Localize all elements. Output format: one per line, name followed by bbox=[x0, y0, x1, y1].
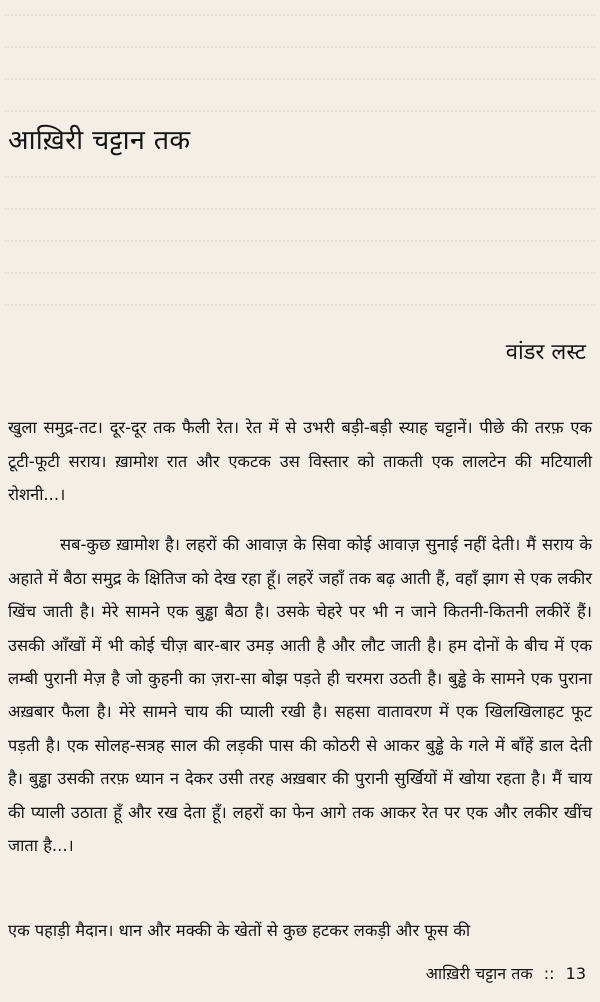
page-footer bbox=[426, 962, 586, 984]
paragraph-2: सब-कुछ ख़ामोश है। लहरों की आवाज़ के सिवा कोई आवाज़ सुनाई नहीं देती। मैं सराय के अहाते में बैठा समुद्र के क्षितिज को देख रहा हूँ। लहरें जहाँ तक बढ़ आती हैं, वहाँ झाग से एक लकीर खिंच जाती है। मेरे सामने एक बुड्ढा बैठा है। उसके चेहरे पर भी न जाने कितनी-कितनी लकीरें हैं। उसकी आँखों में भी कोई चीज़ बार-बार उमड़ आती है और लौट जाती है। हम दोनों के बीच में एक लम्बी पुरानी मेज़ है जो कुहनी का ज़रा-सा बोझ पड़ते ही चरमरा उठती है। बुड्ढे के सामने एक पुराना अख़बार फैला है। मेरे सामने चाय की प्याली रखी है। सहसा वातावरण में एक खिलखिलाहट फूट पड़ती है। एक सोलह-सत्रह साल की लड़की पास की कोठरी से आकर बुड्ढे के गले में बाँहें डाल देती है। बुड्ढा उसकी तरफ़ ध्यान न देकर उसी तरह अख़बार की पुरानी सुर्खियों में खोया रहता है। मैं चाय की प्याली उठाता हूँ और रख देता हूँ। लहरों का फेन आगे तक आकर रेत पर एक और लकीर खींच जाता है...। bbox=[8, 535, 592, 856]
paragraph-3: एक पहाड़ी मैदान। धान और मक्की के खेतों से कुछ हटकर लकड़ी और फूस की bbox=[8, 921, 471, 941]
author-name: वांडर लस्ट bbox=[505, 340, 586, 365]
paragraph-1: खुला समुद्र-तट। दूर-दूर तक फैली रेत। रेत में से उभरी बड़ी-बड़ी स्याह चट्टानें। पीछे की तरफ़ एक टूटी-फूटी सराय। ख़ामोश रात और एकटक उस विस्तार को ताकती एक लालटेन की मटियाली रोशनी...। bbox=[8, 418, 592, 505]
footer-separator: :: bbox=[543, 964, 555, 983]
page-number: 13 bbox=[565, 964, 586, 983]
running-title: आख़िरी चट्टान तक bbox=[425, 964, 533, 983]
bleed-through-texture bbox=[4, 0, 596, 330]
chapter-title: आख़िरी चट्टान तक bbox=[8, 125, 191, 156]
